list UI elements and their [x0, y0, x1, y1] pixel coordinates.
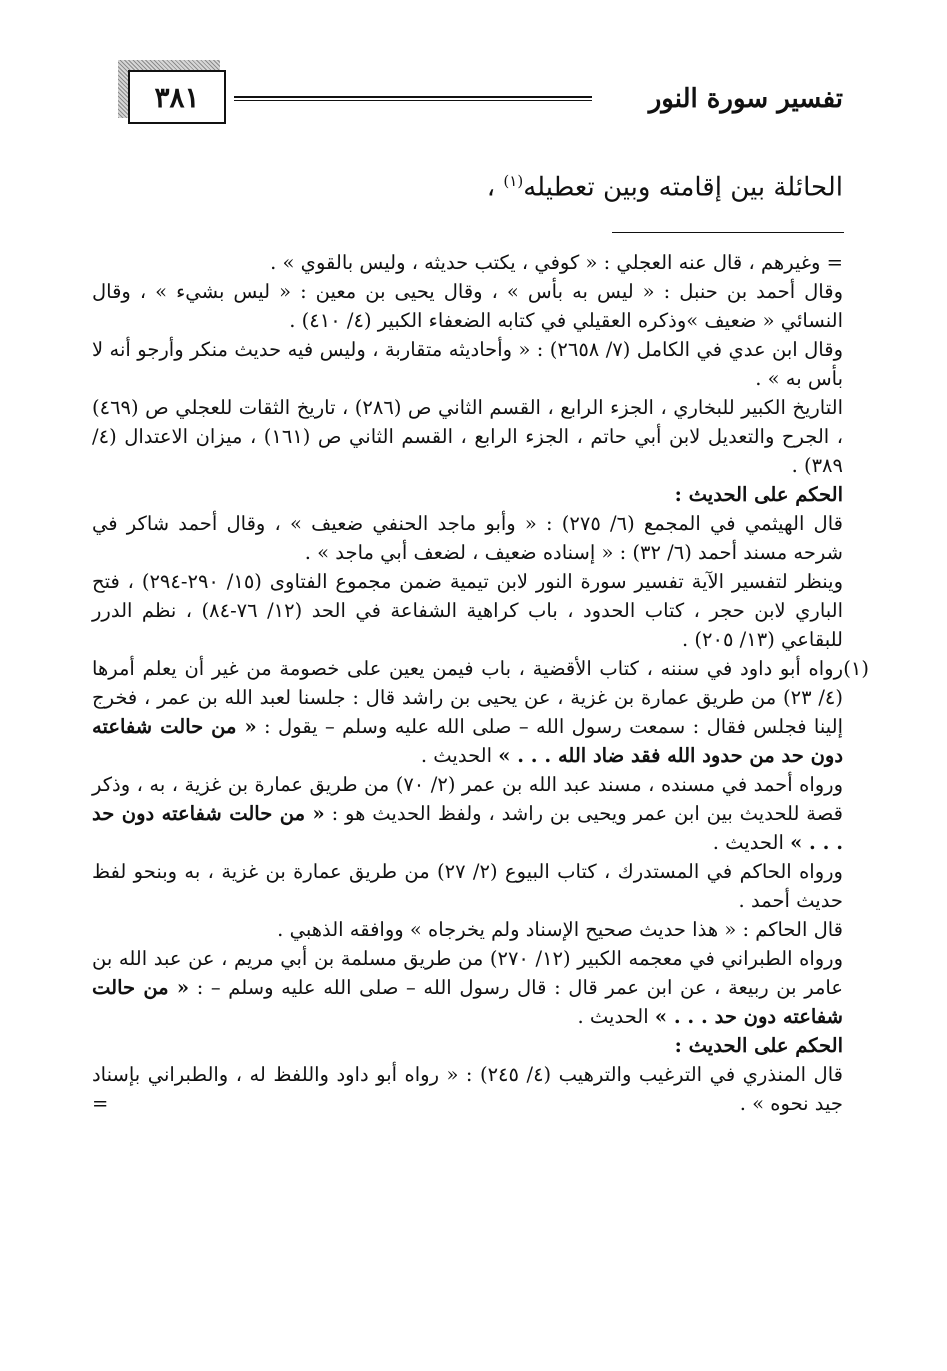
footnote-text: ورواه أحمد في مسنده ، مسند عبد الله بن عمر (٢/ ٧٠) من طريق عمارة بن غزية ، به ، وذكر قصة للحديث بين ابن عمر ويحيى بن راشد ، ولفظ الحديث هو : [92, 773, 843, 825]
page-number: ٣٨١ [128, 70, 226, 124]
footnote-paragraph: وينظر لتفسير الآية تفسير سورة النور لابن تيمية ضمن مجموع الفتاوى (١٥/ ٢٩٠-٢٩٤) ، فتح الباري لابن حجر ، كتاب الحدود ، باب كراهية الشفاعة في الحد (١٢/ ٧٦-٨٤) ، نظم الدرر للبقاعي (١٣/ ٢٠٥) . [92, 570, 844, 651]
page-number-box [118, 60, 230, 128]
footnote-paragraph: وقال ابن عدي في الكامل (٧/ ٢٦٥٨) : « وأحاديثه متقاربة ، وليس فيه حديث منكر وأرجو أنه لا بأس به » . [92, 338, 843, 390]
footnote-text: الحديث . [712, 831, 791, 854]
footnote-paragraph: وقال أحمد بن حنبل : « ليس به بأس » ، وقال يحيى بن معين : « ليس بشيء » ، وقال النسائي « ضعيف »وذكره العقيلي في كتابه الضعفاء الكبير (٤/ ٤١٠) . [92, 280, 843, 332]
hadith-quote: « من حالت شفاعته دون حد . . . » [92, 802, 843, 854]
header-rule-thin [234, 100, 592, 101]
hadith-quote: « من حالت شفاعته دون حد من حدود الله فقد ضاد الله . . . » [92, 715, 843, 767]
continuation-sign: = [92, 1092, 109, 1115]
footnote-marker: (١) [843, 657, 869, 680]
footnote-separator [612, 232, 844, 233]
ruling-heading: الحكم على الحديث : [674, 1034, 843, 1057]
footnote-paragraph: التاريخ الكبير للبخاري ، الجزء الرابع ، القسم الثاني ص (٢٨٦) ، تاريخ الثقات للعجلي ص (٤٦٩) ، الجرح والتعديل لابن أبي حاتم ، الجزء الرابع ، القسم الثاني ص (١٦١) ، ميزان الاعتدال (٤/ ٣٨٩) . [92, 396, 843, 477]
footnote-paragraph: ورواه الحاكم في المستدرك ، كتاب البيوع (٢/ ٢٧) من طريق عمارة بن غزية ، به وبنحو لفظ حديث أحمد . [92, 860, 843, 912]
footnote-text: رواه أبو داود في سننه ، كتاب الأقضية ، باب فيمن يعين على خصومة من غير أن يعلم أمرها (٤/ ٢٣) من طريق عمارة بن غزية ، عن يحيى بن راشد قال : جلسنا لعبد الله بن عمر ، فخرج إلينا فجلس فقال : سمعت رسول الله – صلى الله عليه وسلم – يقول : [92, 657, 844, 738]
footnote-1 [92, 654, 869, 770]
footnote-paragraph: = وغيرهم ، قال عنه العجلي : « كوفي ، يكتب حديثه ، وليس بالقوي » . [270, 251, 843, 274]
footnote-text: الحديث . [577, 1005, 655, 1028]
running-title: تفسير سورة النور [648, 84, 843, 114]
footnote-paragraph: قال الهيثمي في المجمع (٦/ ٢٧٥) : « وأبو ماجد الحنفي ضعيف » ، وقال أحمد شاكر في شرحه مسند أحمد (٦/ ٣٢) : « إسناده ضعيف ، لضعف أبي ماجد » . [92, 512, 843, 564]
continuation-mark [92, 1089, 843, 1118]
hadith-quote: « من حالت شفاعته دون حد . . . » [92, 976, 843, 1028]
main-text-body: الحائلة بين إقامته وبين تعطيله [523, 172, 843, 203]
footnote-paragraph [92, 944, 843, 1031]
footnote-paragraph [92, 770, 843, 857]
main-text-punct: ، [486, 172, 504, 203]
footnote-paragraph: قال المنذري في الترغيب والترهيب (٤/ ٢٤٥) : « رواه أبو داود واللفظ له ، والطبراني بإسناد جيد نحوه » . [92, 1063, 843, 1115]
footnote-text: ورواه الطبراني في معجمه الكبير (١٢/ ٢٧٠) من طريق مسلمة بن أبي مريم ، عن عبد الله بن عامر بن ربيعة ، عن ابن عمر قال : قال رسول الله – صلى الله عليه وسلم – : [92, 947, 844, 999]
footnote-paragraph: قال الحاكم : « هذا حديث صحيح الإسناد ولم يخرجاه » ووافقه الذهبي . [277, 918, 843, 941]
header-rule [234, 96, 592, 98]
main-text [487, 172, 843, 203]
ruling-heading: الحكم على الحديث : [674, 483, 843, 506]
footnotes [92, 248, 869, 1118]
footnote-text: الحديث . [420, 744, 499, 767]
footnote-reference[interactable]: (١) [503, 172, 524, 190]
